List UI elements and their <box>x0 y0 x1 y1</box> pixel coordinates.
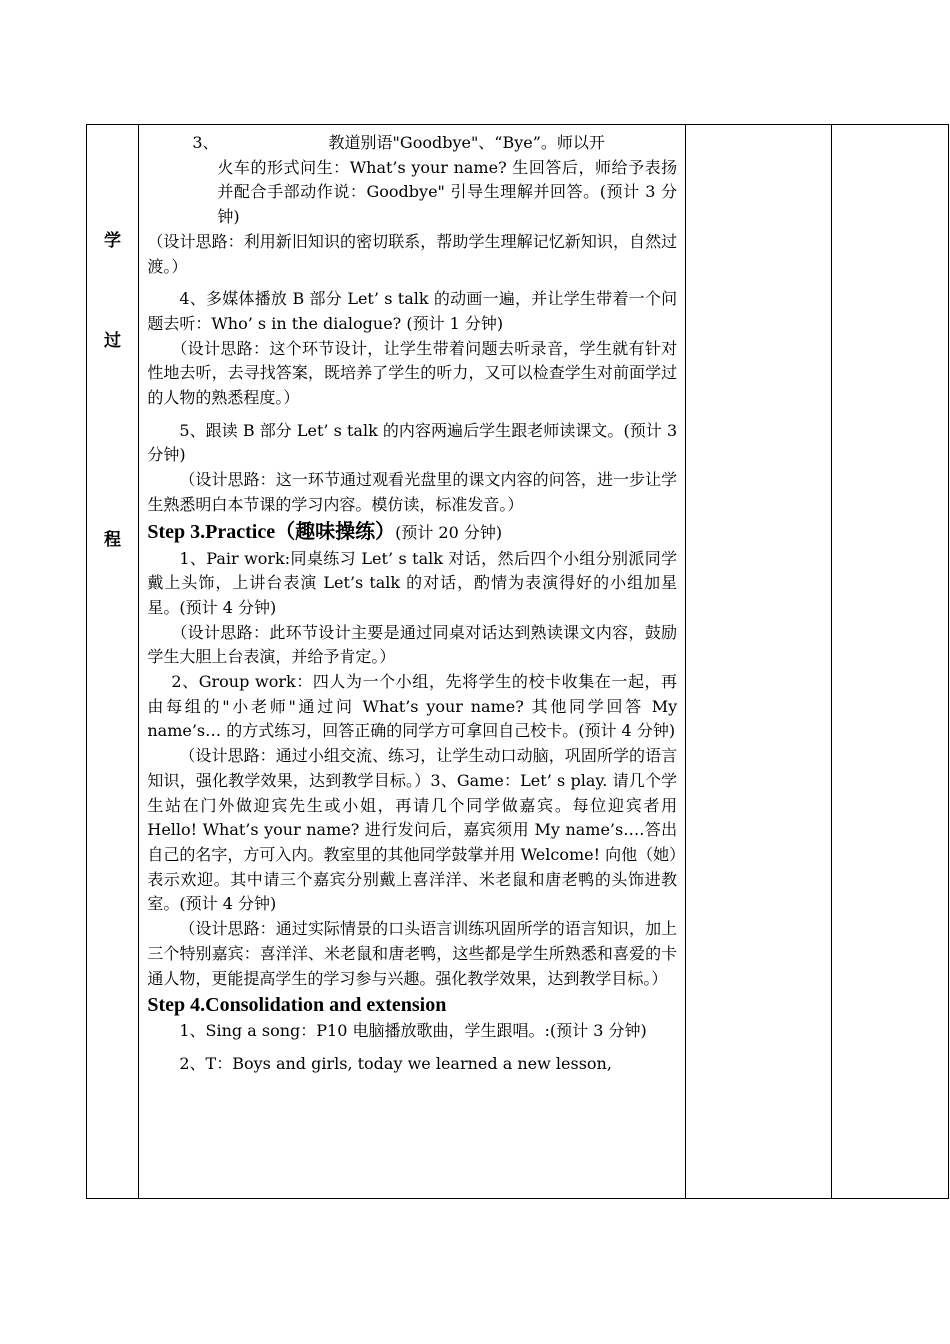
side-label-guo: 过 <box>104 331 121 351</box>
lesson-plan-table <box>86 124 949 1199</box>
step-4-teacher-talk: 2、T：Boys and girls, today we learned a new lesson, <box>179 1053 612 1073</box>
design-note-2: （设计思路：这个环节设计，让学生带着问题去听录音，学生就有针对性地去听，去寻找答案，既培养了学生的听力，又可以检查学生对前面学过的人物的熟悉程度。） <box>147 338 678 408</box>
empty-cell-4 <box>832 125 949 1199</box>
side-label-cheng: 程 <box>104 530 121 550</box>
design-note-5-and-game: （设计思路：通过小组交流、练习，让学生动口动脑，巩固所学的语言知识，强化教学效果，达到教学目标。）3、Game：Let’ s play. 请几个学生站在门外做迎宾先生或小姐，再请几个同学做嘉宾。每位迎宾者用 Hello! What’s your name? 进行发问后，嘉宾须用 My name’s….答出自己的名字，方可入内。教室里的其他同学鼓掌并用 Welcome! 向他（她）表示欢迎。其中请三个嘉宾分别戴上喜洋洋、米老鼠和唐老鸭的头饰进教室。(预计 4 分钟) <box>147 746 678 914</box>
design-note-6: （设计思路：通过实际情景的口头语言训练巩固所学的语言知识，加上三个特别嘉宾：喜洋洋、米老鼠和唐老鸭，这些都是学生所熟悉和喜爱的卡通人物，更能提高学生的学习参与兴趣。强化教学效果，达到教学目标。） <box>147 919 678 988</box>
step-3-heading <box>147 518 677 547</box>
step-3-group-work: 2、Group work：四人为一个小组，先将学生的校卡收集在一起，再由每组的"小老师"通过问 What’s your name? 其他同学回答 My name’s… 的方式练习，回答正确的同学方可拿回自己校卡。(预计 4 分钟) <box>147 672 678 741</box>
step-4-heading: Step 4.Consolidation and extension <box>147 994 447 1017</box>
design-note-1: （设计思路：利用新旧知识的密切联系，帮助学生理解记忆新知识，自然过渡。） <box>147 231 678 276</box>
item-text: 教道别语"Goodbye"、“Bye”。师以开 <box>328 133 605 152</box>
step-3-time: (预计 20 分钟) <box>395 522 503 542</box>
step-3-pair-work: 1、Pair work:同桌练习 Let’ s talk 对话，然后四个小组分别派同学戴上头饰，上讲台表演 Let’s talk 的对话，酌情为表演得好的小组加星星。(预计 4 分钟) <box>147 548 678 617</box>
step-4-sing-song: 1、Sing a song：P10 电脑播放歌曲，学生跟唱。:(预计 3 分钟) <box>179 1021 647 1041</box>
step-3-title: Step 3.Practice（趣味操练） <box>147 520 396 543</box>
side-label-xue: 学 <box>104 231 121 251</box>
design-note-4: （设计思路：此环节设计主要是通过同桌对话达到熟读课文内容，鼓励学生大胆上台表演，并给予肯定。） <box>147 622 678 667</box>
teaching-content <box>139 125 685 1077</box>
paragraph-3-first-line <box>147 131 677 156</box>
empty-cell-3 <box>686 125 832 1199</box>
design-note-3: （设计思路：这一环节通过观看光盘里的课文内容的问答，进一步让学生熟悉明白本节课的学习内容。模仿读，标准发音。） <box>147 470 678 514</box>
paragraph-3-rest: 火车的形式问生：What’s your name? 生回答后，师给予表扬并配合手部动作说：Goodbye" 引导生理解并回答。(预计 3 分钟) <box>217 157 678 227</box>
teaching-process-cell <box>139 125 686 1199</box>
section-label-cell <box>87 125 139 1199</box>
paragraph-4: 4、多媒体播放 B 部分 Let’ s talk 的动画一遍，并让学生带着一个问题去听：Who’ s in the dialogue? (预计 1 分钟) <box>147 289 678 333</box>
paragraph-5: 5、跟读 B 部分 Let’ s talk 的内容两遍后学生跟老师读课文。(预计 3 分钟) <box>147 420 678 465</box>
table-row <box>87 125 949 1199</box>
item-number: 3、 <box>192 133 219 152</box>
